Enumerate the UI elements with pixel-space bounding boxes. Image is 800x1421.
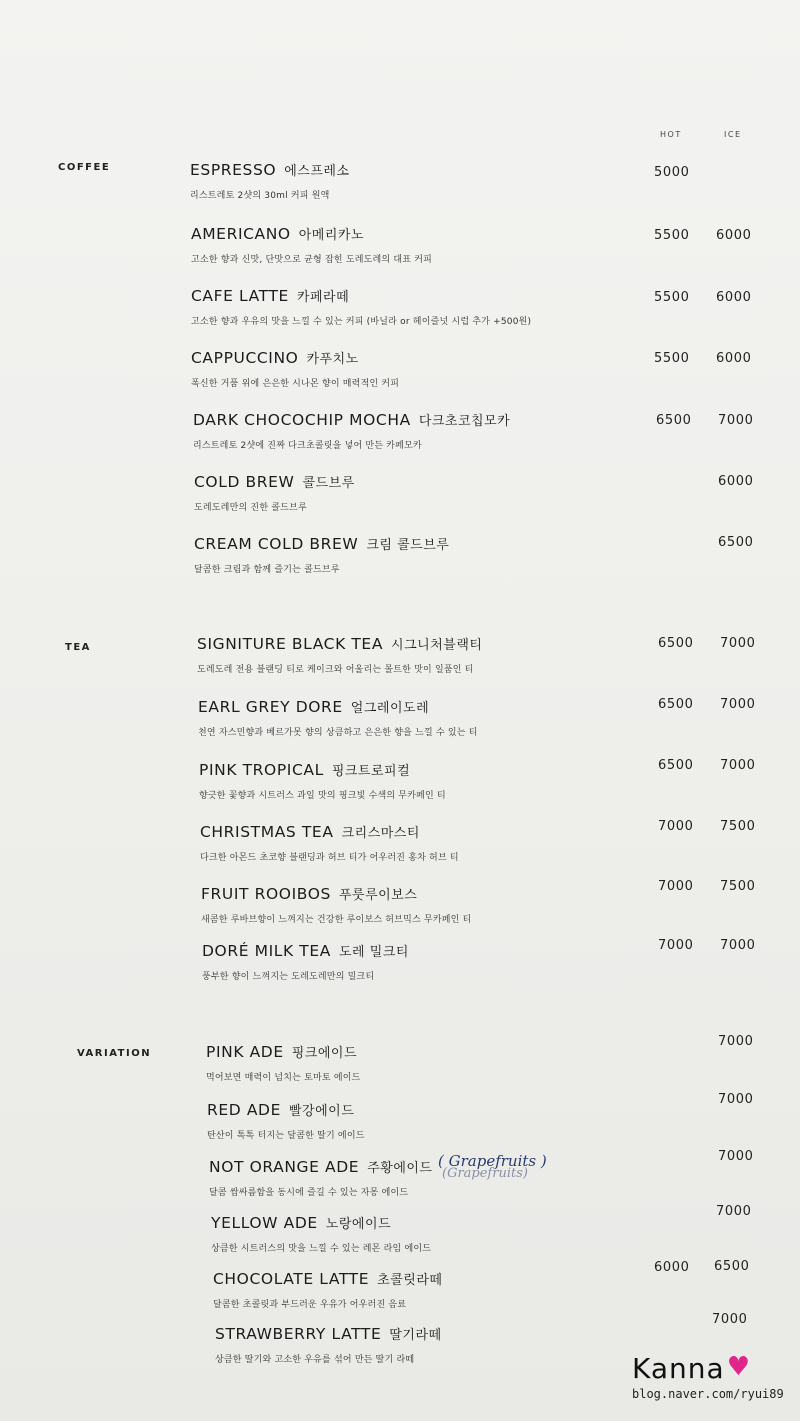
item-name	[209, 1157, 433, 1179]
item-name	[207, 1100, 365, 1122]
item-korean-name: 카페라떼	[296, 290, 350, 305]
item-korean-name: 빨강에이드	[288, 1104, 355, 1119]
price-hot: 6500	[658, 758, 694, 773]
menu-item-pink-tropical	[199, 760, 446, 801]
price-hot: 5500	[654, 228, 690, 243]
menu-item-pink-ade	[206, 1042, 361, 1083]
hot-column-header: HOT	[660, 130, 682, 139]
item-english-name: CHOCOLATE LATTE	[213, 1270, 370, 1288]
price-hot: 5500	[654, 290, 690, 305]
item-description: 풍부한 향이 느껴지는 도레도레만의 밀크티	[202, 972, 375, 982]
item-description: 리스트레토 2샷에 진짜 다크초콜릿을 넣어 만든 카페모카	[193, 441, 422, 451]
item-name	[200, 822, 459, 844]
item-english-name: NOT ORANGE ADE	[209, 1158, 360, 1176]
blog-watermark	[632, 1352, 784, 1401]
item-korean-name: 딸기라떼	[389, 1328, 442, 1343]
item-english-name: CHRISTMAS TEA	[200, 823, 334, 841]
price-ice: 7000	[718, 413, 754, 428]
price-ice: 7500	[720, 879, 756, 894]
item-name	[191, 286, 531, 308]
item-description: 폭신한 거품 위에 은은한 시나몬 향이 매력적인 커피	[191, 379, 400, 389]
item-name	[194, 534, 449, 556]
item-description: 고소한 향과 우유의 맛을 느낄 수 있는 커피 (바닐라 or 헤이즐넛 시럽 추가 +500원)	[191, 317, 532, 327]
price-ice: 7000	[720, 938, 756, 953]
price-hot: 6000	[654, 1260, 690, 1275]
item-name	[199, 760, 446, 782]
item-korean-name: 주황에이드	[367, 1161, 433, 1176]
ice-column-header: ICE	[724, 130, 742, 139]
menu-item-dore-milk-tea	[202, 941, 409, 982]
price-ice: 6000	[716, 351, 752, 366]
price-ice: 7000	[712, 1312, 748, 1327]
price-hot: 6500	[658, 636, 694, 651]
item-description: 리스트레토 2샷의 30ml 커피 원액	[190, 191, 330, 201]
item-name	[215, 1324, 442, 1346]
item-name	[206, 1042, 361, 1064]
section-label-coffee: COFFEE	[58, 162, 111, 173]
item-description: 도레도레 전용 블랜딩 티로 케이크와 어울리는 몰트한 맛이 일품인 티	[197, 665, 474, 675]
item-name	[202, 941, 409, 963]
menu-item-red-ade	[207, 1100, 365, 1141]
item-description: 다크한 아몬드 초코향 블랜딩과 허브 티가 어우러진 홍차 허브 티	[200, 853, 459, 863]
item-english-name: STRAWBERRY LATTE	[215, 1325, 382, 1343]
item-name	[191, 224, 432, 246]
price-ice: 6000	[716, 228, 752, 243]
item-description: 도레도레만의 진한 콜드브루	[194, 503, 307, 513]
price-ice: 7500	[720, 819, 756, 834]
item-english-name: SIGNITURE BLACK TEA	[197, 635, 384, 653]
menu-item-cream-cold-brew	[194, 534, 449, 575]
price-ice: 6000	[718, 474, 754, 489]
price-hot: 7000	[658, 879, 694, 894]
price-ice: 6500	[718, 535, 754, 550]
item-korean-name: 푸룻루이보스	[338, 888, 418, 903]
item-korean-name: 핑크에이드	[291, 1046, 358, 1061]
price-ice: 7000	[720, 758, 756, 773]
item-description: 상큼한 딸기와 고소한 우유를 섞어 만든 딸기 라떼	[215, 1355, 415, 1365]
item-english-name: DORÉ MILK TEA	[202, 942, 331, 960]
menu-item-yellow-ade	[211, 1213, 431, 1254]
menu-item-cappuccino	[191, 348, 399, 389]
item-english-name: EARL GREY DORE	[198, 698, 343, 716]
item-english-name: PINK TROPICAL	[199, 761, 324, 779]
price-ice: 7000	[718, 1092, 754, 1107]
item-name	[193, 410, 510, 432]
item-english-name: CAFE LATTE	[191, 287, 289, 305]
section-label-variation: VARIATION	[77, 1048, 152, 1059]
item-korean-name: 크리스마스티	[341, 826, 420, 841]
handwritten-note-shadow: (Grapefruits)	[442, 1166, 528, 1181]
item-english-name: COLD BREW	[194, 473, 295, 491]
item-name	[211, 1213, 431, 1235]
item-description: 천연 자스민향과 베르가못 향의 상큼하고 은은한 향을 느낄 수 있는 티	[198, 728, 478, 738]
item-english-name: CREAM COLD BREW	[194, 535, 359, 553]
price-ice: 7000	[720, 697, 756, 712]
price-hot: 5500	[654, 351, 690, 366]
item-name	[201, 884, 471, 906]
item-korean-name: 에스프레소	[284, 164, 350, 179]
price-ice: 6500	[714, 1259, 750, 1274]
menu-item-americano	[191, 224, 432, 265]
menu-item-cafe-latte	[191, 286, 531, 327]
price-ice: 6000	[716, 290, 752, 305]
menu-item-espresso	[190, 160, 350, 201]
item-description: 달콤한 초콜릿과 부드러운 우유가 어우러진 음료	[213, 1300, 407, 1310]
menu-item-dark-chocochip-mocha	[193, 410, 510, 451]
item-name	[194, 472, 355, 494]
item-english-name: DARK CHOCOCHIP MOCHA	[193, 411, 411, 429]
menu-item-chocolate-latte	[213, 1269, 442, 1310]
price-hot: 5000	[654, 165, 690, 180]
menu-item-strawberry-latte	[215, 1324, 442, 1365]
heart-icon: ♥	[726, 1352, 750, 1382]
item-korean-name: 카푸치노	[306, 352, 359, 367]
price-ice: 7000	[720, 636, 756, 651]
item-english-name: ESPRESSO	[190, 161, 277, 179]
item-korean-name: 도레 밀크티	[338, 945, 409, 960]
item-description: 상큼한 시트러스의 맛을 느낄 수 있는 레몬 라임 에이드	[211, 1244, 432, 1254]
price-hot: 7000	[658, 819, 694, 834]
item-name	[213, 1269, 442, 1291]
menu-item-cold-brew	[194, 472, 355, 513]
item-name	[198, 697, 478, 719]
menu-item-christmas-tea	[200, 822, 459, 863]
section-label-tea: TEA	[65, 642, 91, 653]
price-hot: 6500	[656, 413, 692, 428]
item-korean-name: 콜드브루	[302, 476, 355, 491]
item-korean-name: 크림 콜드브루	[366, 538, 450, 553]
item-korean-name: 얼그레이도레	[350, 701, 430, 716]
price-hot: 6500	[658, 697, 694, 712]
price-ice: 7000	[718, 1034, 754, 1049]
price-ice: 7000	[716, 1204, 752, 1219]
item-english-name: PINK ADE	[206, 1043, 284, 1061]
item-english-name: RED ADE	[207, 1101, 281, 1119]
item-korean-name: 시그니처블랙티	[391, 638, 483, 653]
menu-item-earl-grey-dore	[198, 697, 478, 738]
item-korean-name: 초콜릿라떼	[377, 1273, 443, 1288]
item-description: 달콤한 크림과 함께 즐기는 콜드브루	[194, 565, 340, 575]
menu-item-not-orange-ade	[209, 1157, 433, 1198]
menu-item-signiture-black-tea	[197, 634, 482, 675]
item-korean-name: 노랑에이드	[325, 1217, 392, 1232]
item-korean-name: 다크초코칩모카	[418, 414, 511, 429]
item-english-name: AMERICANO	[191, 225, 291, 243]
watermark-name: Kanna	[632, 1352, 725, 1385]
price-hot: 7000	[658, 938, 694, 953]
item-name	[191, 348, 399, 370]
item-name	[197, 634, 482, 656]
handwritten-note-grapefruits: ( Grapefruits )	[438, 1152, 547, 1170]
item-description: 향긋한 꽃향과 시트러스 과일 맛의 핑크빛 수색의 무카페인 티	[199, 791, 446, 801]
item-korean-name: 핑크트로피컬	[331, 764, 411, 779]
item-english-name: FRUIT ROOIBOS	[201, 885, 331, 903]
item-english-name: CAPPUCCINO	[191, 349, 299, 367]
item-name	[190, 160, 350, 182]
item-description: 먹어보면 매력이 넘치는 토마토 에이드	[206, 1073, 361, 1083]
menu-item-fruit-rooibos	[201, 884, 471, 925]
item-english-name: YELLOW ADE	[211, 1214, 318, 1232]
item-description: 새콤한 루바브향이 느껴지는 건강한 루이보스 허브믹스 무카페인 티	[201, 915, 472, 925]
item-description: 탄산이 톡톡 터지는 달콤한 딸기 에이드	[207, 1131, 365, 1141]
item-description: 고소한 향과 신맛, 단맛으로 균형 잡힌 도레도레의 대표 커피	[191, 255, 433, 265]
item-description: 달콤 쌉싸름함을 동시에 즐길 수 있는 자몽 에이드	[209, 1188, 409, 1198]
item-korean-name: 아메리카노	[298, 228, 365, 243]
watermark-url: blog.naver.com/ryui89	[632, 1387, 784, 1401]
price-ice: 7000	[718, 1149, 754, 1164]
